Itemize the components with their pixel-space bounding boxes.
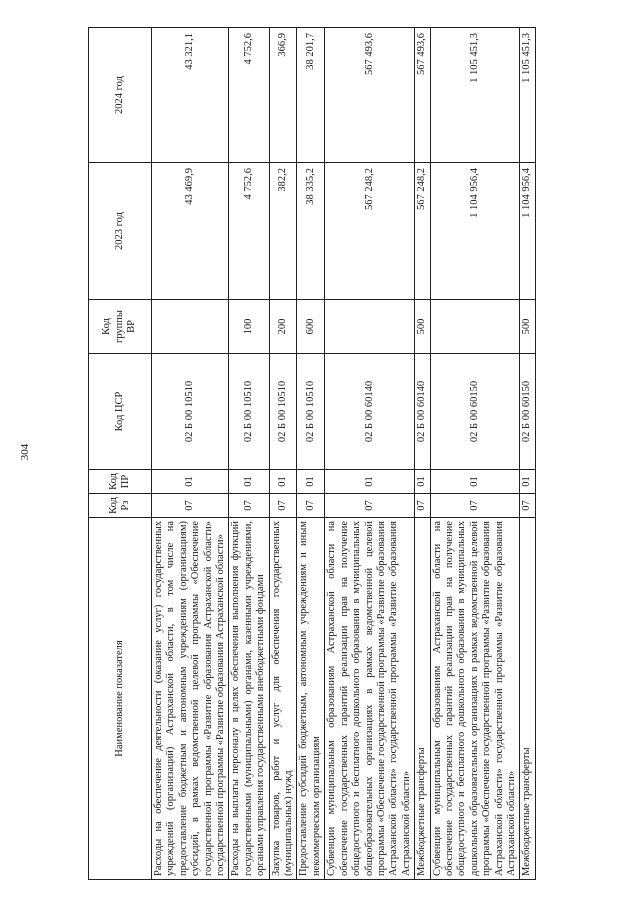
cell-name: Субвенции муниципальным образованиям Астраханской области на обеспечение государственных гарантий реализации прав на получение общедоступного и бесплатного дошкольного образования в муниципальных дошкольных образовательных организациях в рамках ведомственной целевой программы «Обеспечение государственной программы «Развитие образования Астраханской области» государственной программы «Развитие образования Астраханской области» — [430, 518, 520, 880]
cell-rz: 07 — [297, 494, 325, 518]
cell-2024: 1 105 451,3 — [430, 28, 520, 163]
header-2023: 2023 год — [89, 163, 152, 300]
cell-pr: 01 — [229, 470, 269, 494]
table-row — [520, 28, 535, 880]
table-row — [415, 28, 430, 880]
cell-pr: 01 — [152, 470, 229, 494]
cell-2023: 1 104 956,4 — [520, 163, 535, 300]
cell-vr — [430, 300, 520, 354]
cell-vr — [325, 300, 415, 354]
header-vr — [89, 300, 152, 354]
cell-name: Закупка товаров, работ и услуг для обеспечения государственных (муниципальных) нужд — [269, 518, 297, 880]
cell-rz: 07 — [325, 494, 415, 518]
cell-csr: 02 Б 00 60140 — [325, 354, 415, 470]
cell-csr: 02 Б 00 10510 — [229, 354, 269, 470]
page-number: 304 — [19, 443, 31, 461]
cell-2023: 1 104 956,4 — [430, 163, 520, 300]
header-vr-line-3: ВР — [126, 320, 138, 333]
header-row — [89, 28, 152, 880]
header-rz — [89, 494, 152, 518]
cell-name: Расходы на выплаты персоналу в целях обеспечения выполнения функций государственными (муниципальными) органами, казенными учреждениями, органами управления государственными внебюджетными фондами — [229, 518, 269, 880]
cell-2023: 567 248,2 — [415, 163, 430, 300]
cell-rz: 07 — [430, 494, 520, 518]
header-vr-line-1: Код — [101, 318, 113, 335]
header-csr: Код ЦСР — [89, 354, 152, 470]
cell-csr: 02 Б 00 10510 — [152, 354, 229, 470]
cell-csr: 02 Б 00 60150 — [430, 354, 520, 470]
cell-2024: 567 493,6 — [415, 28, 430, 163]
cell-rz: 07 — [415, 494, 430, 518]
table-row — [152, 28, 229, 880]
header-rz-line-2: Рз — [120, 500, 131, 511]
table-header — [89, 28, 152, 880]
cell-name: Предоставление субсидий бюджетным, автономным учреждениям и иным некоммерческим организациям — [297, 518, 325, 880]
cell-pr: 01 — [415, 470, 430, 494]
budget-table — [88, 27, 536, 880]
cell-2024: 1 105 451,3 — [520, 28, 535, 163]
table-row — [229, 28, 269, 880]
cell-2024: 567 493,6 — [325, 28, 415, 163]
header-2024: 2024 год — [89, 28, 152, 163]
cell-name: Расходы на обеспечение деятельности (оказание услуг) государственных учреждений (организаций) Астраханской области, в том числе на предоставление бюджетным и автономным учреждениям (организациям) субсидий, в рамках ведомственной целевой программы «Обеспечение государственной программы «Развитие образования Астраханской области» государственной программы «Развитие образования Астраханской области» — [152, 518, 229, 880]
cell-vr: 500 — [520, 300, 535, 354]
header-pr-line-2: ПР — [120, 474, 131, 489]
cell-2023: 43 469,9 — [152, 163, 229, 300]
cell-pr: 01 — [269, 470, 297, 494]
cell-name: Межбюджетные трансферты — [520, 518, 535, 880]
header-rz-line-1: Код — [107, 497, 119, 514]
cell-pr: 01 — [520, 470, 535, 494]
table-body — [152, 28, 536, 880]
cell-rz: 07 — [520, 494, 535, 518]
cell-2023: 567 248,2 — [325, 163, 415, 300]
cell-csr: 02 Б 00 10510 — [297, 354, 325, 470]
cell-csr: 02 Б 00 10510 — [269, 354, 297, 470]
cell-rz: 07 — [229, 494, 269, 518]
cell-vr — [152, 300, 229, 354]
table-row — [430, 28, 520, 880]
cell-2024: 38 201,7 — [297, 28, 325, 163]
cell-vr: 500 — [415, 300, 430, 354]
cell-pr: 01 — [325, 470, 415, 494]
cell-vr: 600 — [297, 300, 325, 354]
cell-2024: 4 752,6 — [229, 28, 269, 163]
cell-name: Субвенции муниципальным образованиям Астраханской области на обеспечение государственных гарантий реализации прав на получение общедоступного и бесплатного дошкольного образования в муниципальных общеобразовательных организациях в рамках ведомственной целевой программы «Обеспечение государственной программы «Развитие образования Астраханской области» государственной программы «Развитие образования Астраханской области» — [325, 518, 415, 880]
cell-2023: 38 335,2 — [297, 163, 325, 300]
cell-csr: 02 Б 00 60140 — [415, 354, 430, 470]
cell-rz: 07 — [152, 494, 229, 518]
cell-vr: 100 — [229, 300, 269, 354]
cell-2023: 382,2 — [269, 163, 297, 300]
cell-pr: 01 — [297, 470, 325, 494]
header-vr-line-2: группы — [113, 310, 125, 343]
cell-2024: 43 321,1 — [152, 28, 229, 163]
header-name: Наименование показателя — [89, 518, 152, 880]
header-pr — [89, 470, 152, 494]
cell-2023: 4 752,6 — [229, 163, 269, 300]
cell-pr: 01 — [430, 470, 520, 494]
table-row — [297, 28, 325, 880]
table-row — [325, 28, 415, 880]
cell-csr: 02 Б 00 60150 — [520, 354, 535, 470]
cell-name: Межбюджетные трансферты — [415, 518, 430, 880]
cell-rz: 07 — [269, 494, 297, 518]
header-pr-line-1: Код — [107, 473, 119, 490]
cell-2024: 366,9 — [269, 28, 297, 163]
table-row — [269, 28, 297, 880]
cell-vr: 200 — [269, 300, 297, 354]
rotated-table-container — [88, 28, 538, 880]
